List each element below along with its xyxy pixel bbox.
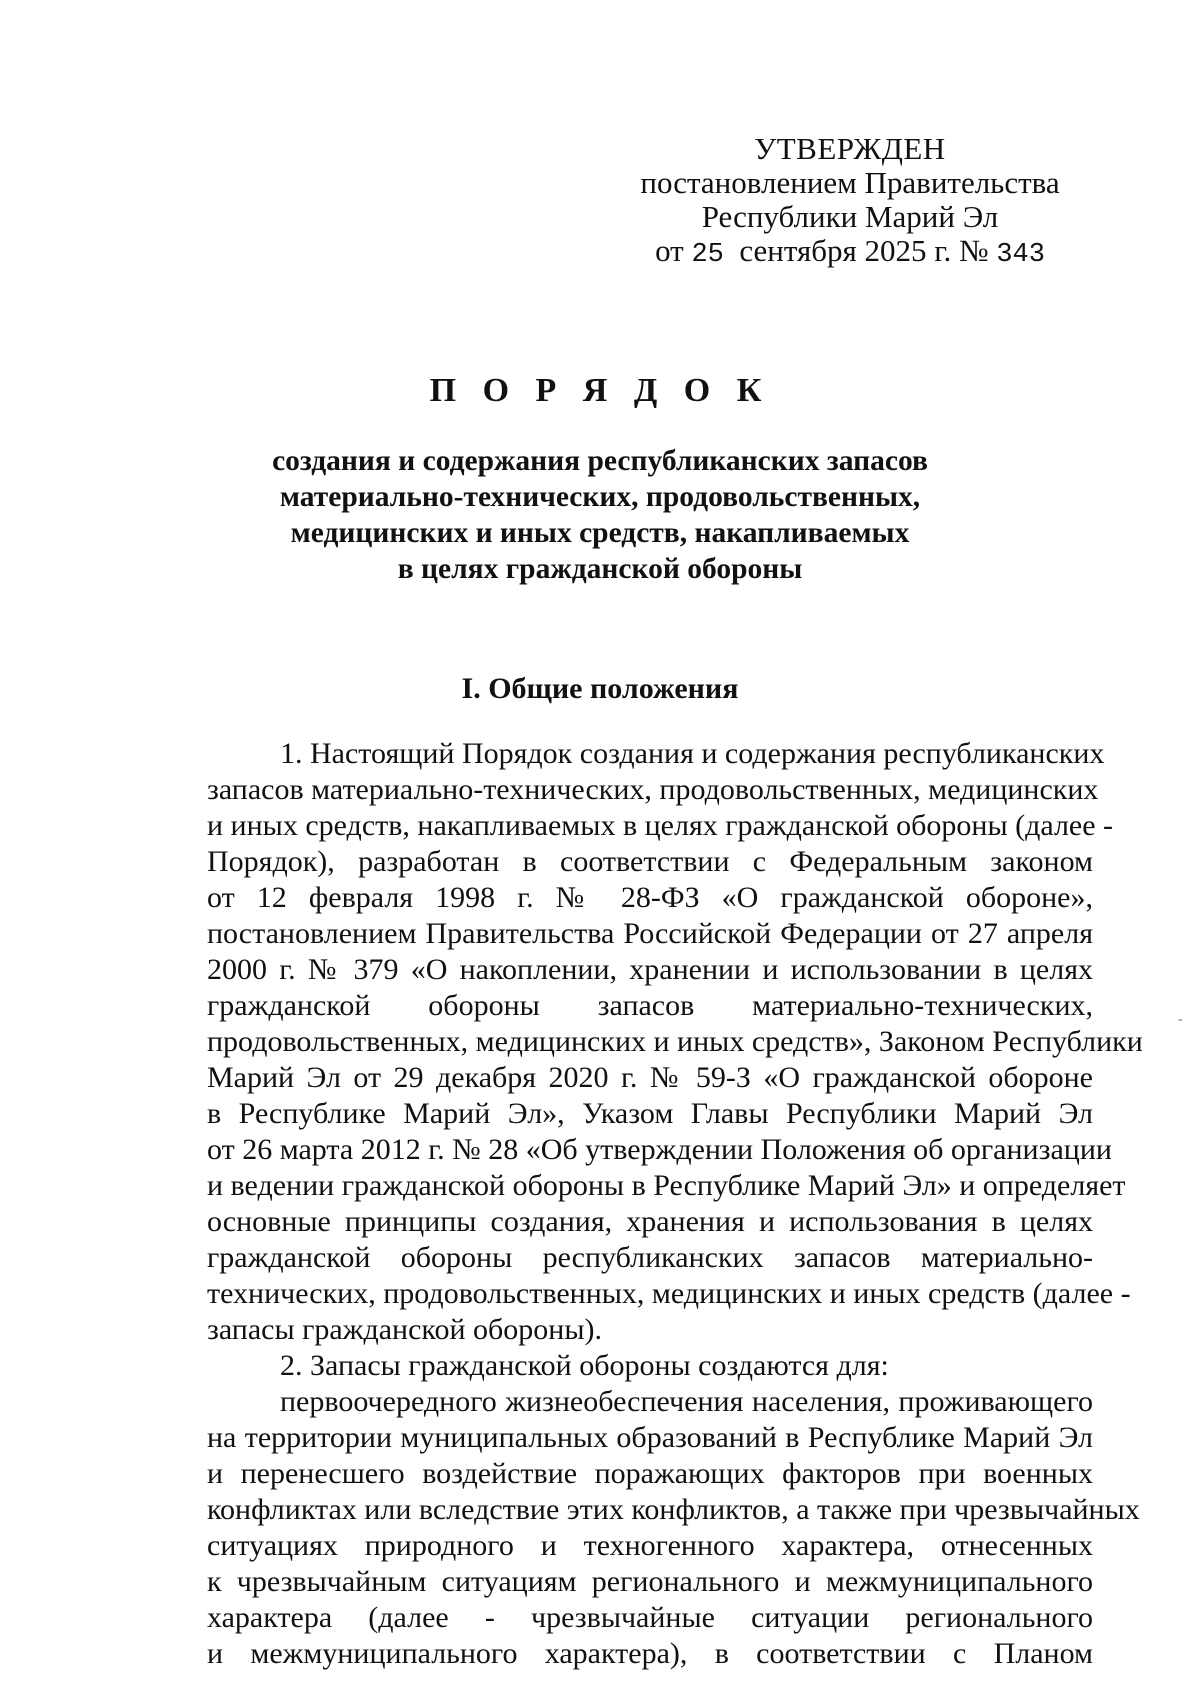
body-line: запасов материально-технических, продовольственных, медицинских — [207, 773, 1099, 806]
body-line: к чрезвычайным ситуациям регионального и межмуниципального — [207, 1565, 1093, 1598]
subtitle-line: создания и содержания республиканских запасов — [272, 445, 928, 477]
body-line: постановлением Правительства Российской Федерации от 27 апреля — [207, 917, 1093, 950]
body-line: 2. Запасы гражданской обороны создаются для: — [280, 1349, 889, 1382]
document-title: П О Р Я Д О К — [429, 372, 771, 409]
body-line: и перенесшего воздействие поражающих факторов при военных — [207, 1457, 1093, 1490]
body-line: и межмуниципального характера), в соответствии с Планом — [207, 1637, 1093, 1670]
subtitle-line: в целях гражданской обороны — [397, 553, 803, 585]
body-line: гражданской обороны республиканских запасов материально- — [207, 1241, 1093, 1274]
subtitle-line: материально-технических, продовольственных, — [279, 481, 921, 513]
approval-line-1: постановлением Правительства — [640, 165, 1060, 200]
approval-date-prefix: от — [655, 233, 692, 268]
approval-title: УТВЕРЖДЕН — [754, 131, 946, 166]
body-line: технических, продовольственных, медицинских и иных средств (далее - — [207, 1277, 1131, 1310]
body-line: и иных средств, накапливаемых в целях гражданской обороны (далее - — [207, 809, 1114, 842]
body-line: продовольственных, медицинских и иных средств», Законом Республики — [207, 1025, 1143, 1058]
body-line: характера (далее - чрезвычайные ситуации регионального — [207, 1601, 1093, 1634]
body-line: конфликтах или вследствие этих конфликтов, а также при чрезвычайных — [207, 1493, 1140, 1526]
body-line: на территории муниципальных образований в Республике Марий Эл — [207, 1421, 1093, 1454]
subtitle-line: медицинских и иных средств, накапливаемых — [290, 517, 910, 549]
body-line: первоочередного жизнеобеспечения населения, проживающего — [280, 1385, 1093, 1418]
body-line: от 12 февраля 1998 г. № 28-ФЗ «О гражданской обороне», — [207, 881, 1093, 914]
approval-day: 25 — [691, 240, 724, 270]
body-line: Порядок), разработан в соответствии с Федеральным законом — [207, 845, 1093, 878]
approval-number: 343 — [996, 240, 1045, 270]
body-line: Марий Эл от 29 декабря 2020 г. № 59-З «О гражданской обороне — [207, 1061, 1093, 1094]
body-line: основные принципы создания, хранения и использования в целях — [207, 1205, 1093, 1238]
body-line: гражданской обороны запасов материально-технических, — [207, 989, 1093, 1022]
approval-date-middle: сентября 2025 г. № — [723, 233, 997, 268]
section-heading: I. Общие положения — [461, 672, 739, 705]
body-line: 1. Настоящий Порядок создания и содержания республиканских — [280, 737, 1105, 770]
approval-date-line — [600, 234, 1100, 272]
approval-line-2: Республики Марий Эл — [701, 199, 999, 234]
body-line: от 26 марта 2012 г. № 28 «Об утверждении Положения об организации — [207, 1133, 1112, 1166]
body-line: и ведении гражданской обороны в Республике Марий Эл» и определяет — [207, 1169, 1126, 1202]
body-line: в Республике Марий Эл», Указом Главы Республики Марий Эл — [207, 1097, 1093, 1130]
margin-mark: - — [1178, 1012, 1183, 1027]
body-line: 2000 г. № 379 «О накоплении, хранении и использовании в целях — [207, 953, 1093, 986]
body-line: запасы гражданской обороны). — [207, 1313, 602, 1346]
document-subtitle — [220, 443, 980, 587]
body-line: ситуациях природного и техногенного характера, отнесенных — [207, 1529, 1093, 1562]
approval-stamp-block — [600, 132, 1100, 272]
